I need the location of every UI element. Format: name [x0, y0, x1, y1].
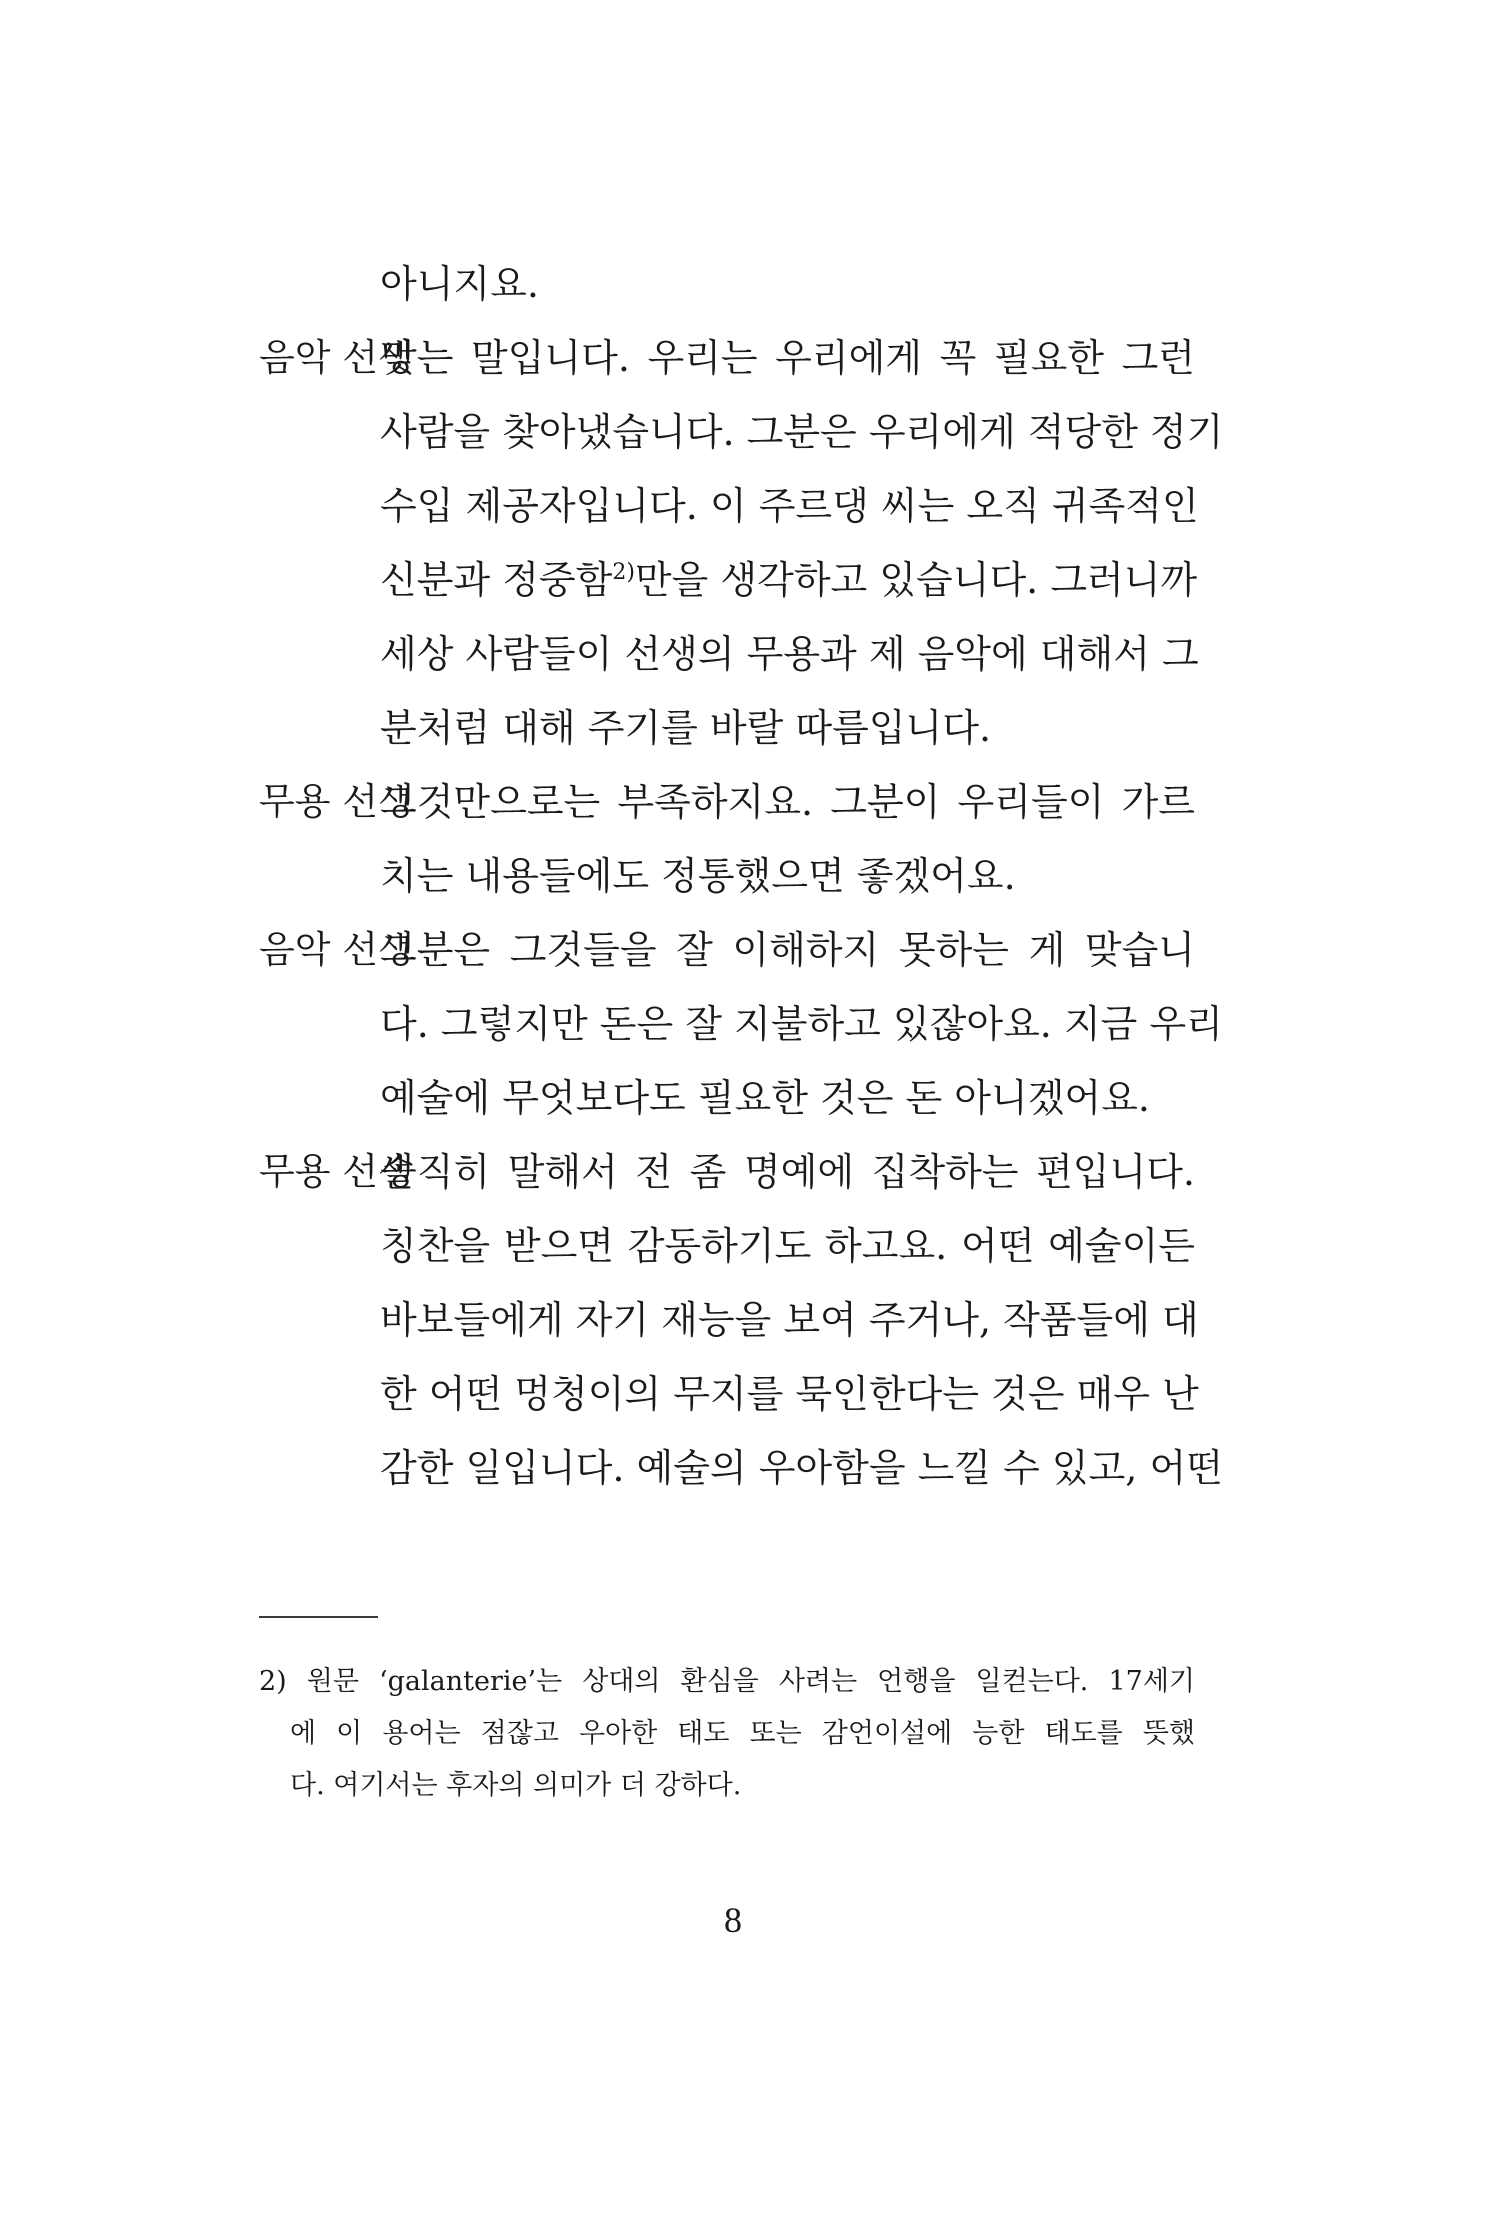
text-line: 세상 사람들이 선생의 무용과 제 음악에 대해서 그: [380, 632, 1199, 676]
speaker-line-music-teacher: [259, 913, 1195, 987]
speech-text: 그것만으로는 부족하지요. 그분이 우리들이 가르: [380, 780, 1195, 824]
text-line: 바보들에게 자기 재능을 보여 주거나, 작품들에 대: [380, 1298, 1199, 1342]
speech-text: 솔직히 말해서 전 좀 명예에 집착하는 편입니다.: [380, 1150, 1195, 1194]
text-line: 다. 그렇지만 돈은 잘 지불하고 있잖아요. 지금 우리: [380, 1002, 1223, 1046]
speaker-label: 무용 선생: [259, 780, 414, 823]
footnote-line: 2) 원문 ‘galanterie’는 상대의 환심을 사려는 언행을 일컫는다. 17세기: [259, 1666, 1195, 1697]
footnote-line: 에 이 용어는 점잖고 우아한 태도 또는 감언이설에 능한 태도를 뜻했: [290, 1718, 1195, 1749]
speaker-label: 음악 선생: [259, 336, 414, 379]
text-line: 아니지요.: [380, 262, 539, 306]
text-line-with-footnote-ref: 신분과 정중함$^{2)}$만을 생각하고 있습니다. 그러니까: [380, 558, 1198, 602]
footnote: [259, 1656, 1195, 1812]
text-line: 감한 일입니다. 예술의 우아함을 느낄 수 있고, 어떤: [380, 1446, 1223, 1490]
text-line: 예술에 무엇보다도 필요한 것은 돈 아니겠어요.: [380, 1076, 1150, 1120]
speech-text: 그분은 그것들을 잘 이해하지 못하는 게 맞습니: [380, 928, 1195, 972]
text-line: 분처럼 대해 주기를 바랄 따름입니다.: [380, 706, 992, 750]
footnote-divider: [259, 1616, 378, 1618]
text-line: 치는 내용들에도 정통했으면 좋겠어요.: [380, 854, 1016, 898]
speaker-line-dance-teacher: [259, 765, 1195, 839]
footnote-reference[interactable]: 2): [612, 560, 635, 585]
text-line: 수입 제공자입니다. 이 주르댕 씨는 오직 귀족적인: [380, 484, 1199, 528]
speech-text: 맞는 말입니다. 우리는 우리에게 꼭 필요한 그런: [380, 336, 1195, 380]
speaker-line-music-teacher: [259, 321, 1195, 395]
speaker-line-dance-teacher: [259, 1135, 1195, 1209]
page-number: 8: [724, 1900, 742, 1940]
text-line: 칭찬을 받으면 감동하기도 하고요. 어떤 예술이든: [380, 1224, 1195, 1268]
text-line: 한 어떤 멍청이의 무지를 묵인한다는 것은 매우 난: [380, 1372, 1199, 1416]
dialogue-body: [259, 247, 1224, 1505]
text-line: 사람을 찾아냈습니다. 그분은 우리에게 적당한 정기: [380, 410, 1224, 454]
speaker-label: 음악 선생: [259, 928, 414, 971]
speaker-label: 무용 선생: [259, 1150, 414, 1193]
footnote-line: 다. 여기서는 후자의 의미가 더 강하다.: [290, 1770, 742, 1801]
